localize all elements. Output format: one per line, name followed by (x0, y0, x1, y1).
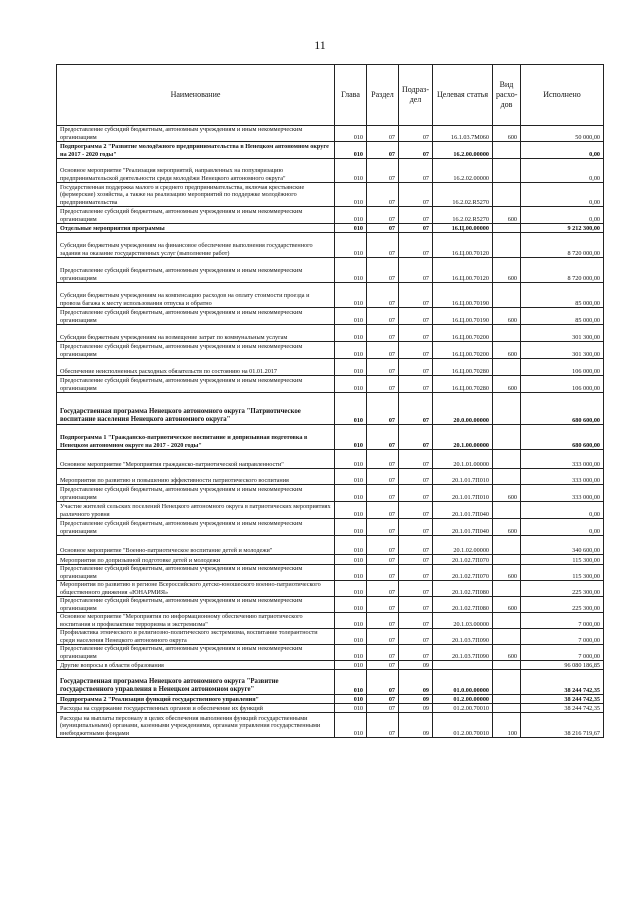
cell-razdel: 07 (367, 450, 399, 469)
cell-name: Предоставление субсидий бюджетным, автономным учреждениям и иным некоммерческим организациям (57, 342, 335, 359)
table-row (57, 555, 604, 565)
cell-ispolneno: 106 000,00 (521, 376, 604, 393)
cell-name: Подпрограмма 2 "Развитие молодёжного предпринимательства в Ненецком автономном округе на 2017 - 2020 годы" (57, 142, 335, 159)
cell-podrazdel: 07 (399, 224, 433, 233)
cell-ispolneno: 0,00 (521, 519, 604, 536)
cell-statya: 20.0.00.00000 (433, 393, 493, 425)
cell-podrazdel: 09 (399, 661, 433, 670)
cell-podrazdel: 07 (399, 308, 433, 325)
cell-podrazdel: 09 (399, 670, 433, 695)
cell-statya: 20.1.03.7П090 (433, 645, 493, 661)
cell-razdel: 07 (367, 224, 399, 233)
cell-ispolneno: 0,00 (521, 142, 604, 159)
cell-statya: 16.Ц.00.70200 (433, 342, 493, 359)
cell-statya: 16.2.02.00000 (433, 159, 493, 183)
cell-razdel: 07 (367, 126, 399, 142)
cell-podrazdel: 07 (399, 393, 433, 425)
cell-vid: 600 (493, 126, 521, 142)
cell-podrazdel: 07 (399, 536, 433, 555)
cell-statya: 20.1.02.7П070 (433, 555, 493, 565)
header-statya: Целевая статья (433, 65, 493, 126)
cell-podrazdel: 07 (399, 519, 433, 536)
cell-ispolneno: 38 244 742,35 (521, 695, 604, 704)
cell-glava: 010 (335, 629, 367, 645)
cell-glava: 010 (335, 159, 367, 183)
cell-podrazdel: 07 (399, 142, 433, 159)
cell-glava: 010 (335, 565, 367, 581)
cell-razdel: 07 (367, 695, 399, 704)
table-row (57, 629, 604, 645)
table-row (57, 713, 604, 738)
cell-podrazdel: 07 (399, 597, 433, 613)
cell-glava: 010 (335, 233, 367, 258)
cell-glava: 010 (335, 450, 367, 469)
cell-glava: 010 (335, 325, 367, 342)
cell-razdel: 07 (367, 613, 399, 629)
table-row (57, 224, 604, 233)
cell-podrazdel: 07 (399, 425, 433, 450)
cell-glava: 010 (335, 359, 367, 376)
cell-name: Подпрограмма 1 "Гражданско-патриотическое воспитание и допризывная подготовка в Ненецком автономном округе на 2017 - 2020 годы" (57, 425, 335, 450)
cell-ispolneno: 8 720 000,00 (521, 233, 604, 258)
cell-vid (493, 425, 521, 450)
cell-statya: 20.1.03.7П090 (433, 629, 493, 645)
cell-ispolneno: 333 000,00 (521, 485, 604, 502)
cell-podrazdel: 07 (399, 581, 433, 597)
table-row (57, 597, 604, 613)
cell-statya: 16.Ц.00.00000 (433, 224, 493, 233)
cell-ispolneno: 0,00 (521, 207, 604, 224)
cell-vid (493, 393, 521, 425)
cell-glava: 010 (335, 661, 367, 670)
cell-vid: 600 (493, 519, 521, 536)
cell-glava: 010 (335, 183, 367, 207)
table-row (57, 207, 604, 224)
cell-vid (493, 704, 521, 713)
cell-glava: 010 (335, 555, 367, 565)
cell-statya: 16.Ц.00.70120 (433, 258, 493, 283)
header-name: Наименование (57, 65, 335, 126)
cell-vid (493, 224, 521, 233)
cell-statya: 16.2.00.00000 (433, 142, 493, 159)
cell-name: Подпрограмма 2 "Реализация функций государственного управления" (57, 695, 335, 704)
cell-name: Расходы на содержание государственных органов и обеспечение их функций (57, 704, 335, 713)
cell-statya: 20.1.02.7П080 (433, 597, 493, 613)
cell-ispolneno: 333 000,00 (521, 469, 604, 485)
cell-statya: 20.1.01.7П040 (433, 502, 493, 519)
cell-vid: 600 (493, 258, 521, 283)
header-glava: Глава (335, 65, 367, 126)
cell-razdel: 07 (367, 207, 399, 224)
cell-podrazdel: 07 (399, 233, 433, 258)
cell-name: Субсидии бюджетным учреждениям на возмещение затрат по коммунальным услугам (57, 325, 335, 342)
cell-vid: 600 (493, 645, 521, 661)
cell-razdel: 07 (367, 183, 399, 207)
table-row (57, 613, 604, 629)
cell-vid: 600 (493, 485, 521, 502)
cell-glava: 010 (335, 613, 367, 629)
cell-glava: 010 (335, 519, 367, 536)
table-row (57, 536, 604, 555)
cell-ispolneno: 680 600,00 (521, 425, 604, 450)
cell-razdel: 07 (367, 283, 399, 308)
header-razdel: Раздел (367, 65, 399, 126)
cell-razdel: 07 (367, 425, 399, 450)
cell-name: Основное мероприятие "Мероприятия по информационному обеспечению патриотического воспитания и профилактике терроризма и экстремизма" (57, 613, 335, 629)
table-row (57, 670, 604, 695)
cell-name: Профилактика этнического и религиозно-политического экстремизма, воспитание толерантности среди населения Ненецкого автономного округа (57, 629, 335, 645)
cell-vid (493, 629, 521, 645)
cell-podrazdel: 07 (399, 376, 433, 393)
cell-razdel: 07 (367, 645, 399, 661)
cell-name: Расходы на выплаты персоналу в целях обеспечения выполнения функций государственными (муниципальными) органами, казенными учреждениями, органами управления государственными внебюджетными фондами (57, 713, 335, 738)
cell-ispolneno: 301 300,00 (521, 342, 604, 359)
cell-podrazdel: 07 (399, 629, 433, 645)
cell-podrazdel: 07 (399, 283, 433, 308)
cell-podrazdel: 07 (399, 359, 433, 376)
cell-ispolneno: 0,00 (521, 159, 604, 183)
cell-name: Предоставление субсидий бюджетным, автономным учреждениям и иным некоммерческим организациям (57, 485, 335, 502)
cell-vid: 600 (493, 565, 521, 581)
cell-vid: 600 (493, 342, 521, 359)
cell-statya: 16.1.03.7М060 (433, 126, 493, 142)
table-header-row (57, 65, 604, 126)
cell-statya: 20.1.01.7П010 (433, 485, 493, 502)
cell-glava: 010 (335, 502, 367, 519)
cell-name: Обеспечение неисполненных расходных обязательств по состоянию на 01.01.2017 (57, 359, 335, 376)
header-vid: Вид расхо-дов (493, 65, 521, 126)
cell-vid (493, 233, 521, 258)
cell-razdel: 07 (367, 308, 399, 325)
cell-podrazdel: 07 (399, 342, 433, 359)
cell-razdel: 07 (367, 670, 399, 695)
cell-statya: 16.Ц.00.70280 (433, 376, 493, 393)
cell-glava: 010 (335, 308, 367, 325)
cell-razdel: 07 (367, 661, 399, 670)
cell-podrazdel: 07 (399, 207, 433, 224)
cell-podrazdel: 07 (399, 450, 433, 469)
table-row (57, 485, 604, 502)
cell-razdel: 07 (367, 393, 399, 425)
cell-statya: 20.1.02.7П080 (433, 581, 493, 597)
cell-statya: 16.2.02.R5270 (433, 183, 493, 207)
cell-razdel: 07 (367, 258, 399, 283)
table-row (57, 376, 604, 393)
cell-podrazdel: 07 (399, 183, 433, 207)
cell-ispolneno: 7 000,00 (521, 629, 604, 645)
table-row (57, 308, 604, 325)
cell-razdel: 07 (367, 502, 399, 519)
cell-statya: 20.1.01.00000 (433, 450, 493, 469)
cell-glava: 010 (335, 207, 367, 224)
cell-razdel: 07 (367, 581, 399, 597)
expenditure-table (56, 64, 604, 738)
cell-statya: 01.0.00.00000 (433, 670, 493, 695)
cell-glava: 010 (335, 142, 367, 159)
cell-statya: 16.Ц.00.70190 (433, 283, 493, 308)
cell-name: Предоставление субсидий бюджетным, автономным учреждениям и иным некоммерческим организациям (57, 308, 335, 325)
cell-name: Государственная поддержка малого и среднего предпринимательства, включая крестьянские (фермерские) хозяйства, а также на реализацию мероприятий по поддержке молодёжного предпринимательства (57, 183, 335, 207)
cell-ispolneno: 50 000,00 (521, 126, 604, 142)
cell-ispolneno: 0,00 (521, 502, 604, 519)
table-row (57, 704, 604, 713)
cell-razdel: 07 (367, 536, 399, 555)
cell-podrazdel: 07 (399, 469, 433, 485)
cell-vid (493, 159, 521, 183)
cell-razdel: 07 (367, 485, 399, 502)
cell-name: Предоставление субсидий бюджетным, автономным учреждениям и иным некоммерческим организациям (57, 126, 335, 142)
table-row (57, 183, 604, 207)
cell-razdel: 07 (367, 233, 399, 258)
cell-glava: 010 (335, 469, 367, 485)
table-row (57, 258, 604, 283)
cell-statya: 20.1.01.7П010 (433, 469, 493, 485)
cell-statya: 01.2.00.00000 (433, 695, 493, 704)
cell-vid (493, 283, 521, 308)
cell-razdel: 07 (367, 713, 399, 738)
cell-glava: 010 (335, 536, 367, 555)
table-row (57, 359, 604, 376)
cell-vid (493, 502, 521, 519)
page-number: 11 (314, 38, 326, 52)
cell-glava: 010 (335, 485, 367, 502)
cell-name: Предоставление субсидий бюджетным, автономным учреждениям и иным некоммерческим организациям (57, 645, 335, 661)
cell-statya: 16.Ц.00.70120 (433, 233, 493, 258)
cell-podrazdel: 07 (399, 126, 433, 142)
cell-razdel: 07 (367, 629, 399, 645)
cell-vid: 600 (493, 308, 521, 325)
cell-statya: 20.1.03.00000 (433, 613, 493, 629)
cell-statya: 16.2.02.R5270 (433, 207, 493, 224)
cell-ispolneno: 38 216 719,67 (521, 713, 604, 738)
cell-name: Мероприятия по допризывной подготовке детей и молодежи (57, 555, 335, 565)
cell-name: Предоставление субсидий бюджетным, автономным учреждениям и иным некоммерческим организациям (57, 597, 335, 613)
cell-razdel: 07 (367, 359, 399, 376)
cell-glava: 010 (335, 342, 367, 359)
cell-razdel: 07 (367, 159, 399, 183)
cell-podrazdel: 07 (399, 325, 433, 342)
cell-ispolneno: 225 300,00 (521, 597, 604, 613)
cell-glava: 010 (335, 393, 367, 425)
cell-podrazdel: 07 (399, 555, 433, 565)
cell-vid (493, 661, 521, 670)
table-row (57, 450, 604, 469)
cell-statya: 16.Ц.00.70200 (433, 325, 493, 342)
cell-name: Предоставление субсидий бюджетным, автономным учреждениям и иным некоммерческим организациям (57, 519, 335, 536)
cell-name: Предоставление субсидий бюджетным, автономным учреждениям и иным некоммерческим организациям (57, 565, 335, 581)
cell-name: Мероприятия по развитию в регионе Всероссийского детско-юношеского военно-патриотического общественного движения «ЮНАРМИЯ» (57, 581, 335, 597)
cell-razdel: 07 (367, 142, 399, 159)
cell-vid (493, 613, 521, 629)
cell-name: Предоставление субсидий бюджетным, автономным учреждениям и иным некоммерческим организациям (57, 376, 335, 393)
table-row (57, 393, 604, 425)
cell-ispolneno: 8 720 000,00 (521, 258, 604, 283)
cell-ispolneno: 85 000,00 (521, 308, 604, 325)
table-row (57, 126, 604, 142)
cell-glava: 010 (335, 376, 367, 393)
cell-ispolneno: 301 300,00 (521, 325, 604, 342)
cell-podrazdel: 07 (399, 502, 433, 519)
cell-glava: 010 (335, 645, 367, 661)
cell-podrazdel: 07 (399, 159, 433, 183)
table-row (57, 661, 604, 670)
cell-glava: 010 (335, 581, 367, 597)
cell-razdel: 07 (367, 519, 399, 536)
cell-razdel: 07 (367, 376, 399, 393)
cell-ispolneno: 38 244 742,35 (521, 704, 604, 713)
table-row (57, 565, 604, 581)
cell-razdel: 07 (367, 325, 399, 342)
table-row (57, 283, 604, 308)
table-row (57, 581, 604, 597)
cell-ispolneno: 115 300,00 (521, 565, 604, 581)
table-row (57, 425, 604, 450)
cell-glava: 010 (335, 126, 367, 142)
cell-name: Основное мероприятие "Военно-патриотическое воспитание детей и молодежи" (57, 536, 335, 555)
cell-ispolneno: 96 080 186,85 (521, 661, 604, 670)
cell-razdel: 07 (367, 555, 399, 565)
cell-name: Предоставление субсидий бюджетным, автономным учреждениям и иным некоммерческим организациям (57, 258, 335, 283)
cell-glava: 010 (335, 713, 367, 738)
cell-glava: 010 (335, 597, 367, 613)
cell-statya: 16.Ц.00.70190 (433, 308, 493, 325)
cell-podrazdel: 07 (399, 565, 433, 581)
cell-podrazdel: 07 (399, 485, 433, 502)
cell-name: Основное мероприятие "Реализация мероприятий, направленных на популяризацию предпринимательской деятельности среди молодёжи Ненецкого автономного округа" (57, 159, 335, 183)
cell-name: Другие вопросы в области образования (57, 661, 335, 670)
cell-name: Предоставление субсидий бюджетным, автономным учреждениям и иным некоммерческим организациям (57, 207, 335, 224)
cell-statya: 20.1.02.00000 (433, 536, 493, 555)
cell-podrazdel: 09 (399, 695, 433, 704)
cell-ispolneno: 7 000,00 (521, 613, 604, 629)
cell-glava: 010 (335, 670, 367, 695)
cell-glava: 010 (335, 258, 367, 283)
cell-statya (433, 661, 493, 670)
cell-glava: 010 (335, 425, 367, 450)
table-row (57, 325, 604, 342)
cell-podrazdel: 09 (399, 713, 433, 738)
cell-name: Государственная программа Ненецкого автономного округа "Патриотическое воспитание населения Ненецкого автономного округа" (57, 393, 335, 425)
table-row (57, 233, 604, 258)
cell-ispolneno: 85 000,00 (521, 283, 604, 308)
cell-ispolneno: 680 600,00 (521, 393, 604, 425)
header-podrazdel: Подраз-дел (399, 65, 433, 126)
cell-statya: 20.1.01.7П040 (433, 519, 493, 536)
cell-vid (493, 536, 521, 555)
cell-name: Участие жителей сельских поселений Ненецкого автономного округа в патриотических мероприятиях различного уровня (57, 502, 335, 519)
table-row (57, 342, 604, 359)
cell-vid: 100 (493, 713, 521, 738)
cell-statya: 20.1.00.00000 (433, 425, 493, 450)
cell-name: Государственная программа Ненецкого автономного округа "Развитие государственного управления в Ненецком автономном округе" (57, 670, 335, 695)
cell-ispolneno: 7 000,00 (521, 645, 604, 661)
cell-vid (493, 359, 521, 376)
cell-statya: 20.1.02.7П070 (433, 565, 493, 581)
cell-razdel: 07 (367, 565, 399, 581)
table-row (57, 469, 604, 485)
cell-vid (493, 695, 521, 704)
cell-ispolneno: 106 000,00 (521, 359, 604, 376)
cell-ispolneno: 38 244 742,35 (521, 670, 604, 695)
cell-vid (493, 670, 521, 695)
cell-vid: 600 (493, 597, 521, 613)
cell-statya: 01.2.00.70010 (433, 713, 493, 738)
cell-vid: 600 (493, 207, 521, 224)
table-row (57, 502, 604, 519)
cell-vid (493, 469, 521, 485)
cell-name: Отдельные мероприятия программы (57, 224, 335, 233)
cell-ispolneno: 9 212 300,00 (521, 224, 604, 233)
cell-glava: 010 (335, 283, 367, 308)
cell-razdel: 07 (367, 469, 399, 485)
cell-ispolneno: 225 300,00 (521, 581, 604, 597)
cell-ispolneno: 115 300,00 (521, 555, 604, 565)
cell-vid (493, 325, 521, 342)
cell-vid: 600 (493, 376, 521, 393)
cell-glava: 010 (335, 704, 367, 713)
cell-vid (493, 183, 521, 207)
cell-name: Субсидии бюджетным учреждениям на компенсацию расходов на оплату стоимости проезда и провоза багажа к месту использования отпуска и обратно (57, 283, 335, 308)
cell-ispolneno: 340 600,00 (521, 536, 604, 555)
table-row (57, 519, 604, 536)
table-row (57, 645, 604, 661)
cell-podrazdel: 07 (399, 613, 433, 629)
cell-podrazdel: 07 (399, 645, 433, 661)
cell-ispolneno: 333 000,00 (521, 450, 604, 469)
header-ispolneno: Исполнено (521, 65, 604, 126)
cell-vid (493, 450, 521, 469)
table-row (57, 695, 604, 704)
table-row (57, 142, 604, 159)
cell-podrazdel: 09 (399, 704, 433, 713)
cell-podrazdel: 07 (399, 258, 433, 283)
cell-razdel: 07 (367, 342, 399, 359)
cell-name: Субсидии бюджетным учреждениям на финансовое обеспечение выполнения государственного задания на оказание государственных услуг (выполнение работ) (57, 233, 335, 258)
cell-name: Мероприятия по развитию и повышению эффективности патриотического воспитания (57, 469, 335, 485)
cell-ispolneno: 0,00 (521, 183, 604, 207)
cell-vid (493, 142, 521, 159)
cell-razdel: 07 (367, 597, 399, 613)
cell-glava: 010 (335, 695, 367, 704)
cell-vid (493, 581, 521, 597)
cell-statya: 16.Ц.00.70280 (433, 359, 493, 376)
cell-name: Основное мероприятие "Мероприятия гражданско-патриотической направленности" (57, 450, 335, 469)
cell-razdel: 07 (367, 704, 399, 713)
table-row (57, 159, 604, 183)
cell-vid (493, 555, 521, 565)
cell-glava: 010 (335, 224, 367, 233)
cell-statya: 01.2.00.70010 (433, 704, 493, 713)
